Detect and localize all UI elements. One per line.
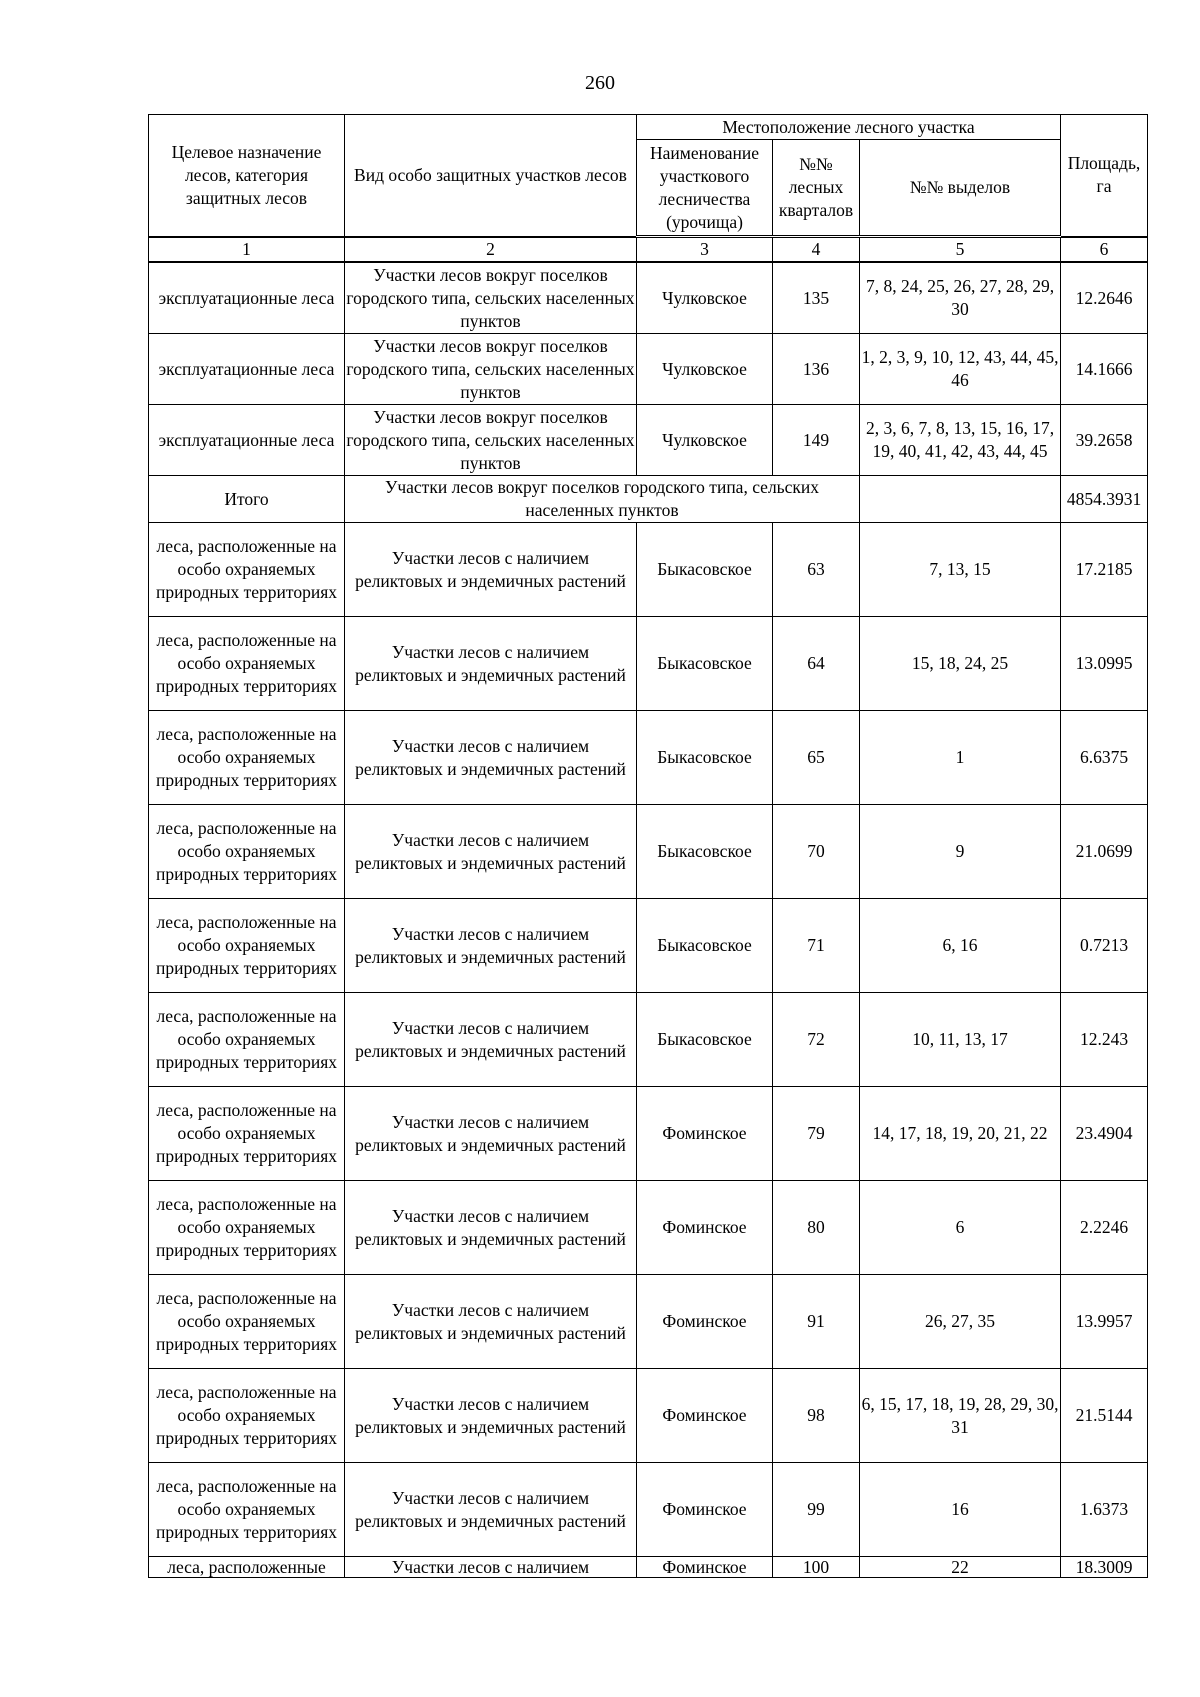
- cell-forestry: Быкасовское: [637, 617, 773, 711]
- table-row: [149, 1369, 1148, 1463]
- table-row: [149, 334, 1148, 405]
- page-number: 260: [585, 72, 615, 94]
- cell-quarter: 79: [773, 1087, 860, 1181]
- total-empty: [860, 476, 1061, 523]
- cell-area: 0.7213: [1061, 899, 1148, 993]
- cell-area: 23.4904: [1061, 1087, 1148, 1181]
- cell-purpose: эксплуатационные леса: [149, 262, 345, 334]
- cell-sections: 16: [860, 1463, 1061, 1557]
- cell-quarter: 71: [773, 899, 860, 993]
- table-row: [149, 711, 1148, 805]
- cell-purpose: леса, расположенные на особо охраняемых природных территориях: [149, 523, 345, 617]
- cell-forestry: Фоминское: [637, 1463, 773, 1557]
- cell-quarter: 64: [773, 617, 860, 711]
- table-row: [149, 523, 1148, 617]
- cell-area: 18.3009: [1061, 1557, 1148, 1578]
- table-row: [149, 805, 1148, 899]
- cell-quarter: 91: [773, 1275, 860, 1369]
- cell-purpose: леса, расположенные: [149, 1557, 345, 1578]
- header-kind: Вид особо защитных участков лесов: [345, 115, 637, 237]
- header-quarters: №№ лесных кварталов: [773, 140, 860, 237]
- table-row: [149, 1557, 1148, 1578]
- cell-kind: Участки лесов с наличием реликтовых и эндемичных растений: [345, 617, 637, 711]
- cell-area: 13.0995: [1061, 617, 1148, 711]
- column-number: 3: [637, 237, 773, 263]
- total-label: Итого: [149, 476, 345, 523]
- cell-forestry: Быкасовское: [637, 711, 773, 805]
- cell-sections: 7, 13, 15: [860, 523, 1061, 617]
- table-row: [149, 993, 1148, 1087]
- cell-quarter: 65: [773, 711, 860, 805]
- cell-sections: 10, 11, 13, 17: [860, 993, 1061, 1087]
- cell-kind: Участки лесов с наличием: [345, 1557, 637, 1578]
- cell-quarter: 149: [773, 405, 860, 476]
- table-row: [149, 1275, 1148, 1369]
- cell-sections: 14, 17, 18, 19, 20, 21, 22: [860, 1087, 1061, 1181]
- header-sections: №№ выделов: [860, 140, 1061, 237]
- cell-sections: 26, 27, 35: [860, 1275, 1061, 1369]
- cell-forestry: Фоминское: [637, 1369, 773, 1463]
- cell-purpose: леса, расположенные на особо охраняемых природных территориях: [149, 1275, 345, 1369]
- column-number: 2: [345, 237, 637, 263]
- cell-purpose: леса, расположенные на особо охраняемых природных территориях: [149, 899, 345, 993]
- cell-kind: Участки лесов с наличием реликтовых и эндемичных растений: [345, 1275, 637, 1369]
- cell-purpose: леса, расположенные на особо охраняемых природных территориях: [149, 711, 345, 805]
- cell-kind: Участки лесов с наличием реликтовых и эндемичных растений: [345, 899, 637, 993]
- header-area: Площадь, га: [1061, 115, 1148, 237]
- table-row: [149, 617, 1148, 711]
- cell-quarter: 100: [773, 1557, 860, 1578]
- cell-forestry: Быкасовское: [637, 899, 773, 993]
- table-row: [149, 1181, 1148, 1275]
- cell-forestry: Фоминское: [637, 1557, 773, 1578]
- cell-forestry: Фоминское: [637, 1087, 773, 1181]
- cell-area: 13.9957: [1061, 1275, 1148, 1369]
- table-row: [149, 1087, 1148, 1181]
- cell-area: 21.0699: [1061, 805, 1148, 899]
- cell-area: 1.6373: [1061, 1463, 1148, 1557]
- cell-area: 39.2658: [1061, 405, 1148, 476]
- protected-forest-table: [148, 114, 1148, 1578]
- cell-forestry: Чулковское: [637, 262, 773, 334]
- cell-sections: 1, 2, 3, 9, 10, 12, 43, 44, 45, 46: [860, 334, 1061, 405]
- cell-quarter: 70: [773, 805, 860, 899]
- table-row: [149, 1463, 1148, 1557]
- cell-area: 2.2246: [1061, 1181, 1148, 1275]
- cell-quarter: 80: [773, 1181, 860, 1275]
- cell-quarter: 99: [773, 1463, 860, 1557]
- header-forestry: Наименование участкового лесничества (урочища): [637, 140, 773, 237]
- cell-quarter: 135: [773, 262, 860, 334]
- column-number: 4: [773, 237, 860, 263]
- cell-kind: Участки лесов с наличием реликтовых и эндемичных растений: [345, 805, 637, 899]
- cell-forestry: Быкасовское: [637, 993, 773, 1087]
- cell-forestry: Чулковское: [637, 405, 773, 476]
- cell-kind: Участки лесов с наличием реликтовых и эндемичных растений: [345, 993, 637, 1087]
- cell-kind: Участки лесов с наличием реликтовых и эндемичных растений: [345, 1463, 637, 1557]
- cell-quarter: 98: [773, 1369, 860, 1463]
- column-number: 1: [149, 237, 345, 263]
- cell-sections: 6: [860, 1181, 1061, 1275]
- cell-kind: Участки лесов вокруг поселков городского типа, сельских населенных пунктов: [345, 262, 637, 334]
- cell-kind: Участки лесов с наличием реликтовых и эндемичных растений: [345, 711, 637, 805]
- cell-quarter: 63: [773, 523, 860, 617]
- cell-forestry: Фоминское: [637, 1275, 773, 1369]
- cell-purpose: леса, расположенные на особо охраняемых природных территориях: [149, 617, 345, 711]
- column-number-row: [149, 237, 1148, 263]
- cell-purpose: леса, расположенные на особо охраняемых природных территориях: [149, 1087, 345, 1181]
- cell-purpose: эксплуатационные леса: [149, 334, 345, 405]
- cell-forestry: Чулковское: [637, 334, 773, 405]
- header-purpose: Целевое назначение лесов, категория защитных лесов: [149, 115, 345, 237]
- header-location: Местоположение лесного участка: [637, 115, 1061, 140]
- cell-area: 6.6375: [1061, 711, 1148, 805]
- cell-sections: 15, 18, 24, 25: [860, 617, 1061, 711]
- column-number: 5: [860, 237, 1061, 263]
- total-kind: Участки лесов вокруг поселков городского типа, сельских населенных пунктов: [345, 476, 860, 523]
- cell-purpose: леса, расположенные на особо охраняемых природных территориях: [149, 1369, 345, 1463]
- cell-area: 12.243: [1061, 993, 1148, 1087]
- cell-quarter: 72: [773, 993, 860, 1087]
- cell-purpose: леса, расположенные на особо охраняемых природных территориях: [149, 993, 345, 1087]
- cell-sections: 7, 8, 24, 25, 26, 27, 28, 29, 30: [860, 262, 1061, 334]
- cell-kind: Участки лесов с наличием реликтовых и эндемичных растений: [345, 1087, 637, 1181]
- total-area: 4854.3931: [1061, 476, 1148, 523]
- cell-kind: Участки лесов с наличием реликтовых и эндемичных растений: [345, 1369, 637, 1463]
- cell-area: 17.2185: [1061, 523, 1148, 617]
- cell-forestry: Быкасовское: [637, 523, 773, 617]
- cell-sections: 1: [860, 711, 1061, 805]
- cell-sections: 2, 3, 6, 7, 8, 13, 15, 16, 17, 19, 40, 41, 42, 43, 44, 45: [860, 405, 1061, 476]
- cell-sections: 9: [860, 805, 1061, 899]
- table-row: [149, 262, 1148, 334]
- cell-kind: Участки лесов с наличием реликтовых и эндемичных растений: [345, 523, 637, 617]
- table-row: [149, 405, 1148, 476]
- cell-purpose: леса, расположенные на особо охраняемых природных территориях: [149, 805, 345, 899]
- cell-area: 12.2646: [1061, 262, 1148, 334]
- table-row: [149, 899, 1148, 993]
- cell-sections: 22: [860, 1557, 1061, 1578]
- cell-area: 21.5144: [1061, 1369, 1148, 1463]
- cell-area: 14.1666: [1061, 334, 1148, 405]
- cell-kind: Участки лесов с наличием реликтовых и эндемичных растений: [345, 1181, 637, 1275]
- cell-forestry: Быкасовское: [637, 805, 773, 899]
- total-row: [149, 476, 1148, 523]
- cell-sections: 6, 16: [860, 899, 1061, 993]
- cell-kind: Участки лесов вокруг поселков городского типа, сельских населенных пунктов: [345, 405, 637, 476]
- cell-purpose: леса, расположенные на особо охраняемых природных территориях: [149, 1181, 345, 1275]
- cell-sections: 6, 15, 17, 18, 19, 28, 29, 30, 31: [860, 1369, 1061, 1463]
- cell-forestry: Фоминское: [637, 1181, 773, 1275]
- column-number: 6: [1061, 237, 1148, 263]
- cell-purpose: леса, расположенные на особо охраняемых природных территориях: [149, 1463, 345, 1557]
- cell-kind: Участки лесов вокруг поселков городского типа, сельских населенных пунктов: [345, 334, 637, 405]
- cell-purpose: эксплуатационные леса: [149, 405, 345, 476]
- cell-quarter: 136: [773, 334, 860, 405]
